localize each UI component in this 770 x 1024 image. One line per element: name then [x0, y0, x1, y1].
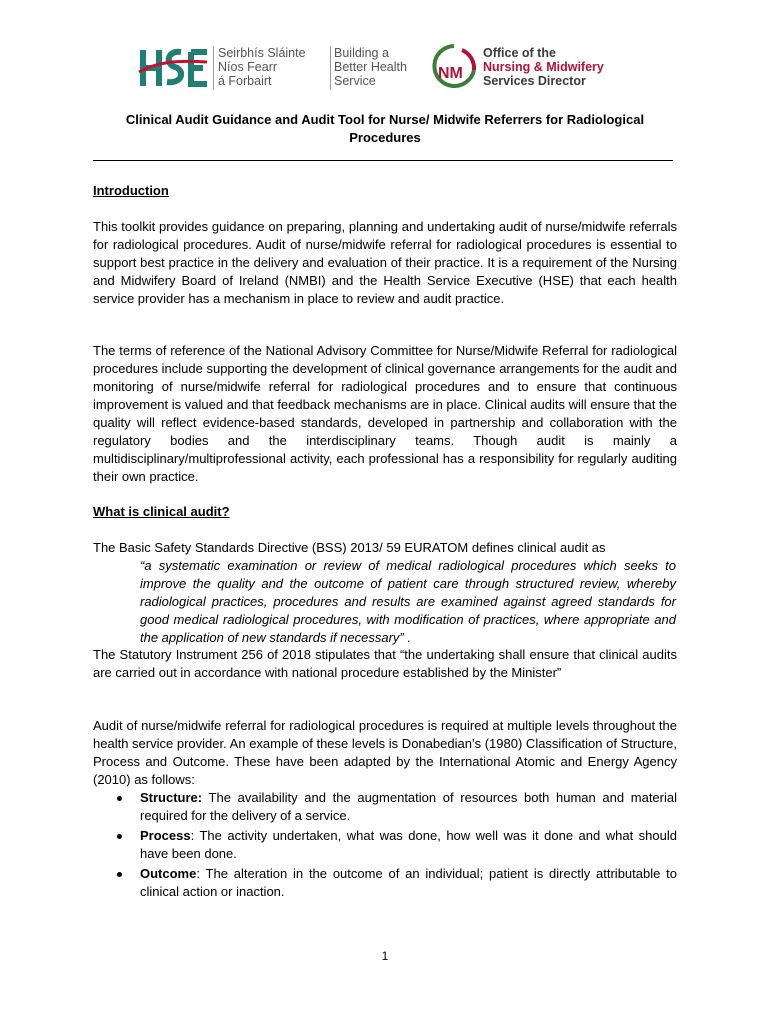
nm-logo-text: NM: [438, 65, 463, 82]
statutory-paragraph: The Statutory Instrument 256 of 2018 stipulates that “the undertaking shall ensure that clinical audits are carried out in accordance with national procedure established by the Minister”: [93, 647, 677, 680]
page-number: 1: [381, 949, 389, 963]
list-item: [115, 789, 677, 825]
bullet-icon: [117, 872, 122, 877]
office-name: [483, 46, 643, 88]
list-item: [115, 865, 677, 901]
nmsd-logo: [428, 40, 480, 96]
bullet-term: Structure:: [140, 790, 203, 805]
bss-quote: “a systematic examination or review of medical radiological procedures which seeks to improve the quality and the outcome of patient care through structured review, whereby radiological practices, procedures and results are examined against agreed standards for good medical radiological procedures, with modification of practices, where appropriate and the application of new standards if necessary” .: [140, 558, 676, 645]
intro-paragraph-2: The terms of reference of the National Advisory Committee for Nurse/Midwife Referral for radiological procedures include supporting the development of clinical governance arrangements for the audit and monitoring of nurse/midwife referral for radiological procedures and to ensure that continuous improvement is valued and that feedback mechanisms are in place. Clinical audits will ensure that the quality will reflect evidence-based standards, developed in partnership and collaboration with the regulatory bodies and the interdisciplinary teams. Though audit is mainly a multidisciplinary/multiprofessional activity, each professional has a responsibility for regularly auditing their own practice.: [93, 343, 677, 484]
hse-logo: [137, 42, 209, 92]
bullet-text: : The activity undertaken, what was done, how well was it done and what should have been done.: [140, 828, 677, 861]
bullet-text: The availability and the augmentation of resources both human and material required for the delivery of a service.: [140, 790, 677, 823]
audit-levels-list: [115, 789, 677, 903]
clinical-audit-heading: What is clinical audit?: [93, 504, 230, 519]
document-title: Clinical Audit Guidance and Audit Tool for Nurse/ Midwife Referrers for Radiological Procedures: [125, 112, 645, 145]
levels-paragraph: Audit of nurse/midwife referral for radiological procedures is required at multiple levels throughout the health service provider. An example of these levels is Donabedian’s (1980) Classification of Structure, Process and Outcome. These have been adapted by the International Atomic and Energy Agency (2010) as follows:: [93, 718, 677, 787]
bullet-text: : The alteration in the outcome of an individual; patient is directly attributable to clinical action or inaction.: [140, 866, 677, 899]
bullet-term: Outcome: [140, 866, 197, 881]
hse-irish-tagline: Seirbhís Sláinte Níos Fearr á Forbairt: [218, 46, 306, 88]
office-line-3: Services Director: [483, 74, 586, 88]
divider: [330, 46, 331, 90]
title-rule: [93, 160, 673, 161]
list-item: [115, 827, 677, 863]
hse-english-tagline: Building a Better Health Service: [334, 46, 407, 88]
intro-paragraph-1: This toolkit provides guidance on preparing, planning and undertaking audit of nurse/midwife referrals for radiological procedures. Audit of nurse/midwife referral for radiological procedures is essential to support best practice in the delivery and evaluation of their practice. It is a requirement of the Nursing and Midwifery Board of Ireland (NMBI) and the Health Service Executive (HSE) that each health service provider has a mechanism in place to review and audit practice.: [93, 219, 677, 306]
bullet-icon: [117, 834, 122, 839]
bss-intro: The Basic Safety Standards Directive (BSS) 2013/ 59 EURATOM defines clinical audit as: [93, 540, 606, 555]
introduction-heading: Introduction: [93, 183, 169, 198]
office-line-1: Office of the: [483, 46, 556, 60]
office-line-2: Nursing & Midwifery: [483, 60, 604, 74]
divider: [213, 46, 214, 90]
bullet-term: Process: [140, 828, 191, 843]
bullet-icon: [117, 796, 122, 801]
header-logos: [135, 40, 635, 96]
